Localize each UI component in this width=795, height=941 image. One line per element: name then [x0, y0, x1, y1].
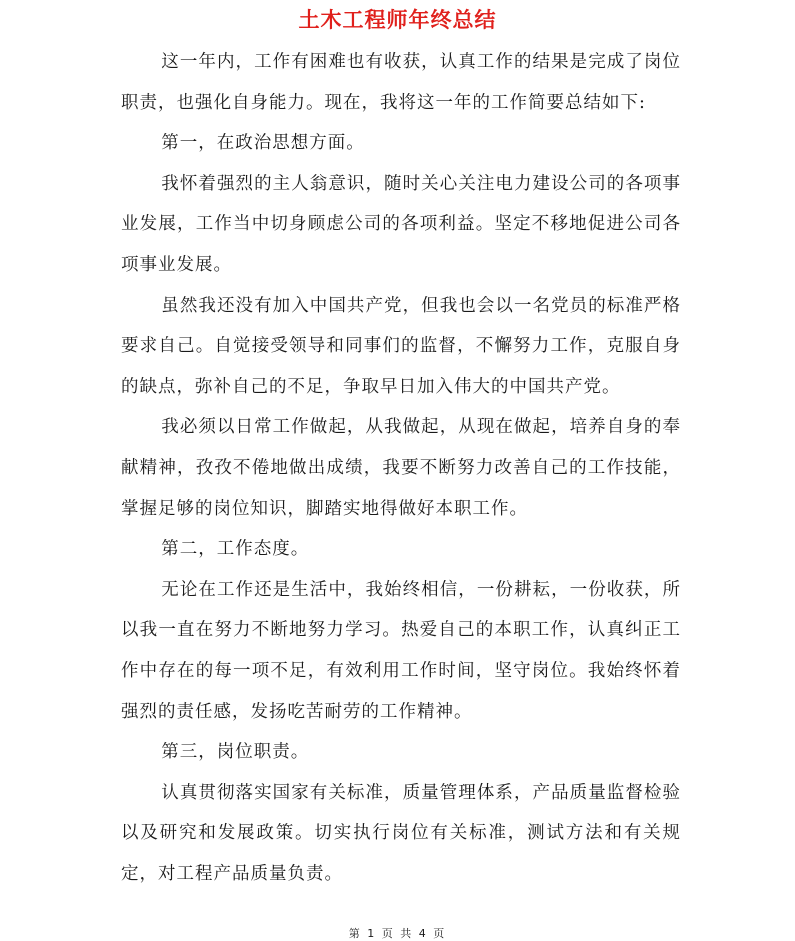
- paragraph-party: 虽然我还没有加入中国共产党，但我也会以一名党员的标准严格要求自己。自觉接受领导和同事们的监督，不懈努力工作，克服自身的缺点，弥补自己的不足，争取早日加入伟大的中国共产党。: [121, 295, 681, 397]
- section-heading-attitude: 第二，工作态度。: [161, 539, 310, 560]
- document-body: [121, 42, 681, 894]
- paragraph-attitude: 无论在工作还是生活中，我始终相信，一份耕耘，一份收获，所以我一直在努力不断地努力学习。热爱自己的本职工作，认真纠正工作中存在的每一项不足，有效利用工作时间，坚守岗位。我始终怀着强烈的责任感，发扬吃苦耐劳的工作精神。: [121, 579, 681, 722]
- section-heading-duties: 第三，岗位职责。: [161, 742, 310, 763]
- section-heading-political: 第一，在政治思想方面。: [161, 133, 365, 154]
- paragraph-ownership: 我怀着强烈的主人翁意识，随时关心关注电力建设公司的各项事业发展，工作当中切身顾虑公司的各项利益。坚定不移地促进公司各项事业发展。: [121, 173, 681, 275]
- paragraph-intro: 这一年内，工作有困难也有收获，认真工作的结果是完成了岗位职责，也强化自身能力。现在，我将这一年的工作简要总结如下:: [121, 52, 681, 113]
- paragraph-dedication: 我必须以日常工作做起，从我做起，从现在做起，培养自身的奉献精神，孜孜不倦地做出成绩，我要不断努力改善自己的工作技能，掌握足够的岗位知识，脚踏实地得做好本职工作。: [121, 417, 681, 519]
- paragraph-duties: 认真贯彻落实国家有关标准，质量管理体系，产品质量监督检验以及研究和发展政策。切实执行岗位有关标准，测试方法和有关规定，对工程产品质量负责。: [121, 782, 681, 884]
- page-number-footer: 第 1 页 共 4 页: [348, 927, 447, 940]
- document-title: 土木工程师年终总结: [298, 8, 497, 32]
